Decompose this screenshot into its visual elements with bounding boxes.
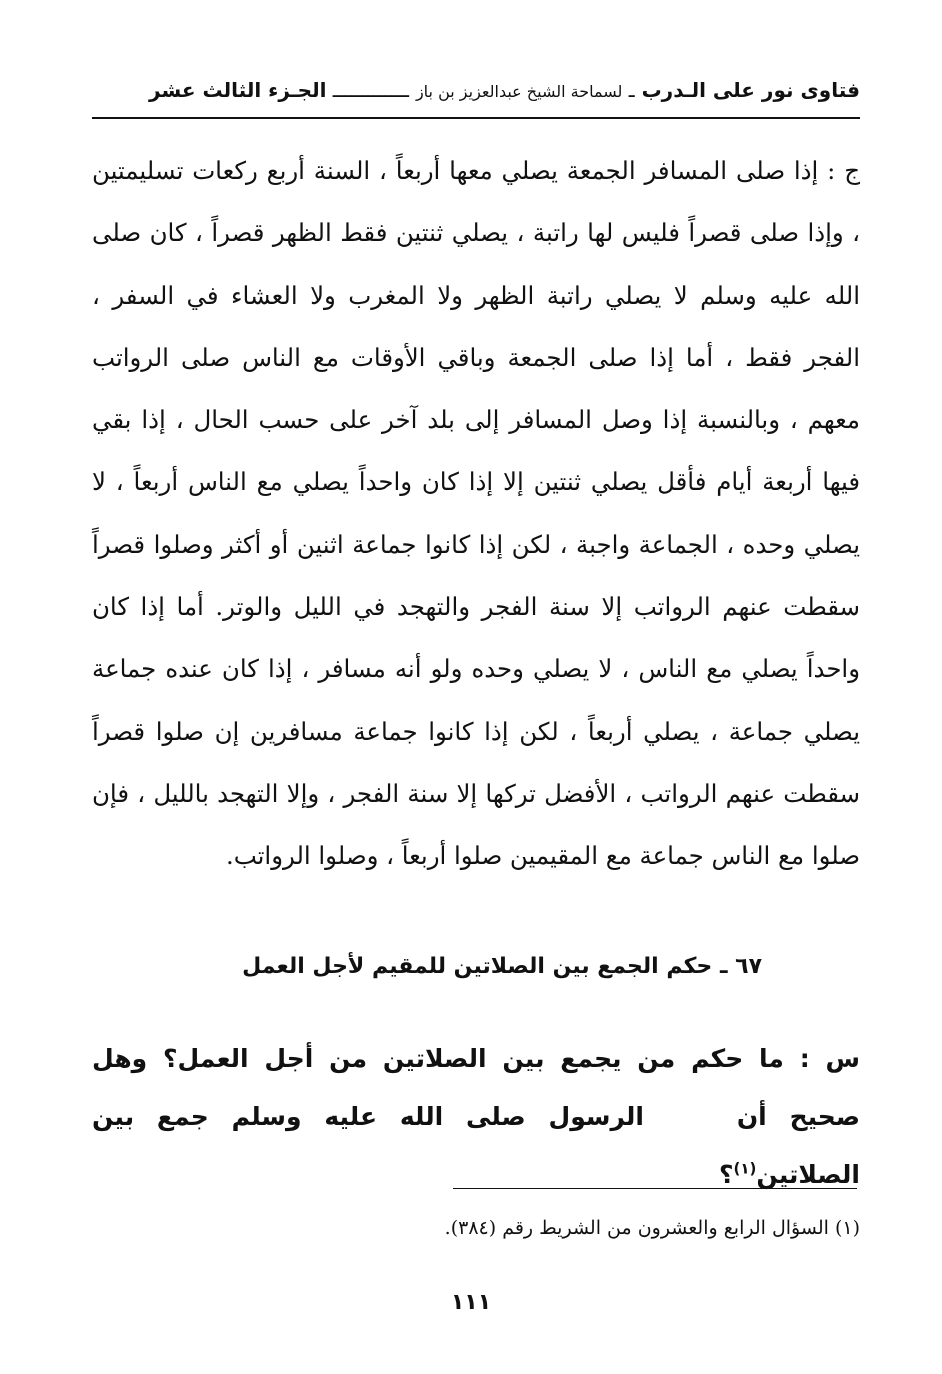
running-header <box>92 80 860 100</box>
question-end-mark: ؟ <box>718 1160 734 1189</box>
footnote <box>92 1212 860 1244</box>
footnote-text: السؤال الرابع والعشرون من الشريط رقم (٣٨٤). <box>444 1217 829 1239</box>
author-line: لسماحة الشيخ عبدالعزيز بن باز <box>415 82 623 101</box>
volume-label: الجـزء الثالث عشر <box>149 78 327 102</box>
header-separator: ـــــــــــــ <box>326 78 409 102</box>
section-title-text: حكم الجمع بين الصلاتين للمقيم لأجل العمل <box>242 954 713 979</box>
question-paragraph <box>92 1030 860 1204</box>
footnote-marker: (١) <box>834 1217 860 1239</box>
section-heading <box>92 950 762 984</box>
page-number: ١١١ <box>450 1290 492 1315</box>
answer-paragraph: ج : إذا صلى المسافر الجمعة يصلي معها أربعاً ، السنة أربع ركعات تسليمتين ، وإذا صلى قصراً فليس لها راتبة ، يصلي ثنتين فقط الظهر قصراً ، كان صلى الله عليه وسلم لا يصلي راتبة الظهر ولا المغرب ولا العشاء في السفر ، الفجر فقط ، أما إذا صلى الجمعة وباقي الأوقات مع الناس صلى الرواتب معهم ، وبالنسبة إذا وصل المسافر إلى بلد آخر على حسب الحال ، إذا بقي فيها أربعة أيام فأقل يصلي ثنتين إلا إذا كان واحداً يصلي مع الناس أربعاً ، لا يصلي وحده ، الجماعة واجبة ، لكن إذا كانوا جماعة اثنين أو أكثر وصلوا قصراً سقطت عنهم الرواتب إلا سنة الفجر والتهجد في الليل والوتر. أما إذا كان واحداً يصلي مع الناس ، لا يصلي وحده ولو أنه مسافر ، إذا كان عنده جماعة يصلي جماعة ، يصلي أربعاً ، لكن إذا كانوا جماعة مسافرين إن صلوا قصراً سقطت عنهم الرواتب ، الأفضل تركها إلا سنة الفجر ، وإلا التهجد بالليل ، فإن صلوا مع الناس جماعة مع المقيمين صلوا أربعاً ، وصلوا الرواتب. <box>92 156 860 871</box>
header-separator: ـ <box>622 78 635 102</box>
footnote-reference[interactable]: (١) <box>733 1159 757 1178</box>
question-line-2-text: الرسول صلى الله عليه وسلم جمع بين الصلاتين <box>92 1102 860 1189</box>
book-title: فتاوى نور على الـدرب <box>641 78 860 102</box>
footnote-rule <box>453 1188 857 1189</box>
section-number: ٦٧ <box>735 954 762 979</box>
question-line-1: س : ما حكم من يجمع بين الصلاتين من أجل العمل؟ وهل صحيح أن <box>92 1044 860 1131</box>
section-dash: ـ <box>719 954 728 979</box>
header-rule <box>92 117 860 119</box>
